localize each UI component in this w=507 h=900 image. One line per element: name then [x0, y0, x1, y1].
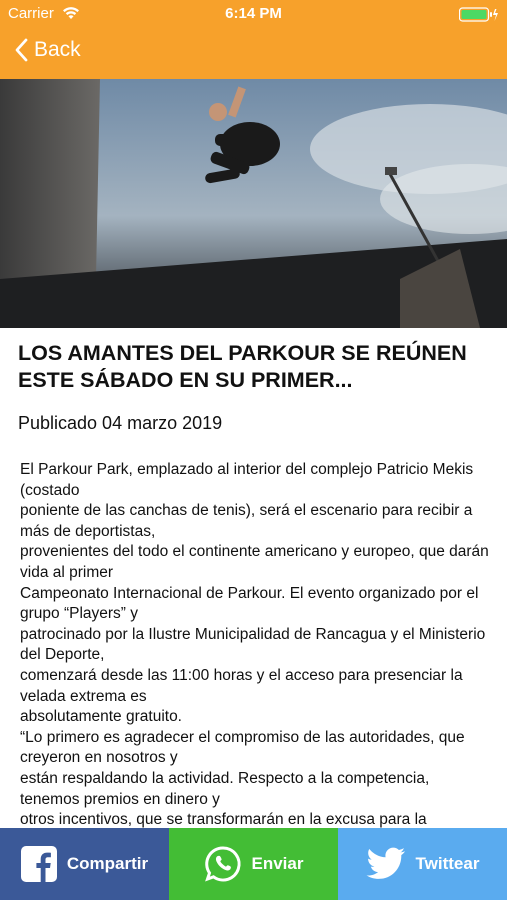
- twitter-share-label: Twittear: [415, 854, 480, 873]
- back-label: Back: [34, 38, 81, 61]
- whatsapp-icon: [204, 845, 242, 883]
- carrier-label: Carrier: [8, 5, 54, 22]
- twitter-icon: [366, 847, 406, 881]
- facebook-share-label: Compartir: [66, 854, 149, 873]
- facebook-share-button[interactable]: [0, 828, 169, 900]
- top-bar: [0, 0, 507, 79]
- back-button[interactable]: [14, 38, 81, 62]
- clock: 6:14 PM: [225, 5, 282, 22]
- status-bar: [0, 0, 507, 28]
- whatsapp-share-label: Enviar: [251, 854, 304, 873]
- article-body: El Parkour Park, emplazado al interior del complejo Patricio Mekis (costado poniente de las canchas de tenis), será el escenario para recibir a más de deportistas, provenientes del todo el continente americano y europeo, que darán vida al primer Campeonato Internacional de Parkour. El evento organizado por el grupo “Players” y patrocinado por la Ilustre Municipalidad de Rancagua y el Ministerio del Deporte, comenzará desde las 11:00 horas y el acceso para presenciar la velada extrema es absolutamente gratuito. “Lo primero es agradecer el compromiso de las autoridades, que creyeron en nosotros y están respaldando la actividad. Respecto a la competencia, tenemos premios en dinero y otros incentivos, que se transformarán en la excusa para la: [20, 461, 489, 829]
- chevron-left-icon: [14, 38, 28, 62]
- twitter-share-button[interactable]: [338, 828, 507, 900]
- whatsapp-share-button[interactable]: [169, 828, 338, 900]
- battery-icon: [459, 7, 499, 23]
- share-bar: [0, 828, 507, 900]
- facebook-icon: [21, 846, 57, 882]
- article-date: Publicado 04 marzo 2019: [18, 413, 223, 433]
- article-hero-image: [0, 79, 507, 328]
- article-title: LOS AMANTES DEL PARKOUR SE REÚNEN ESTE SÁBADO EN SU PRIMER...: [18, 341, 467, 392]
